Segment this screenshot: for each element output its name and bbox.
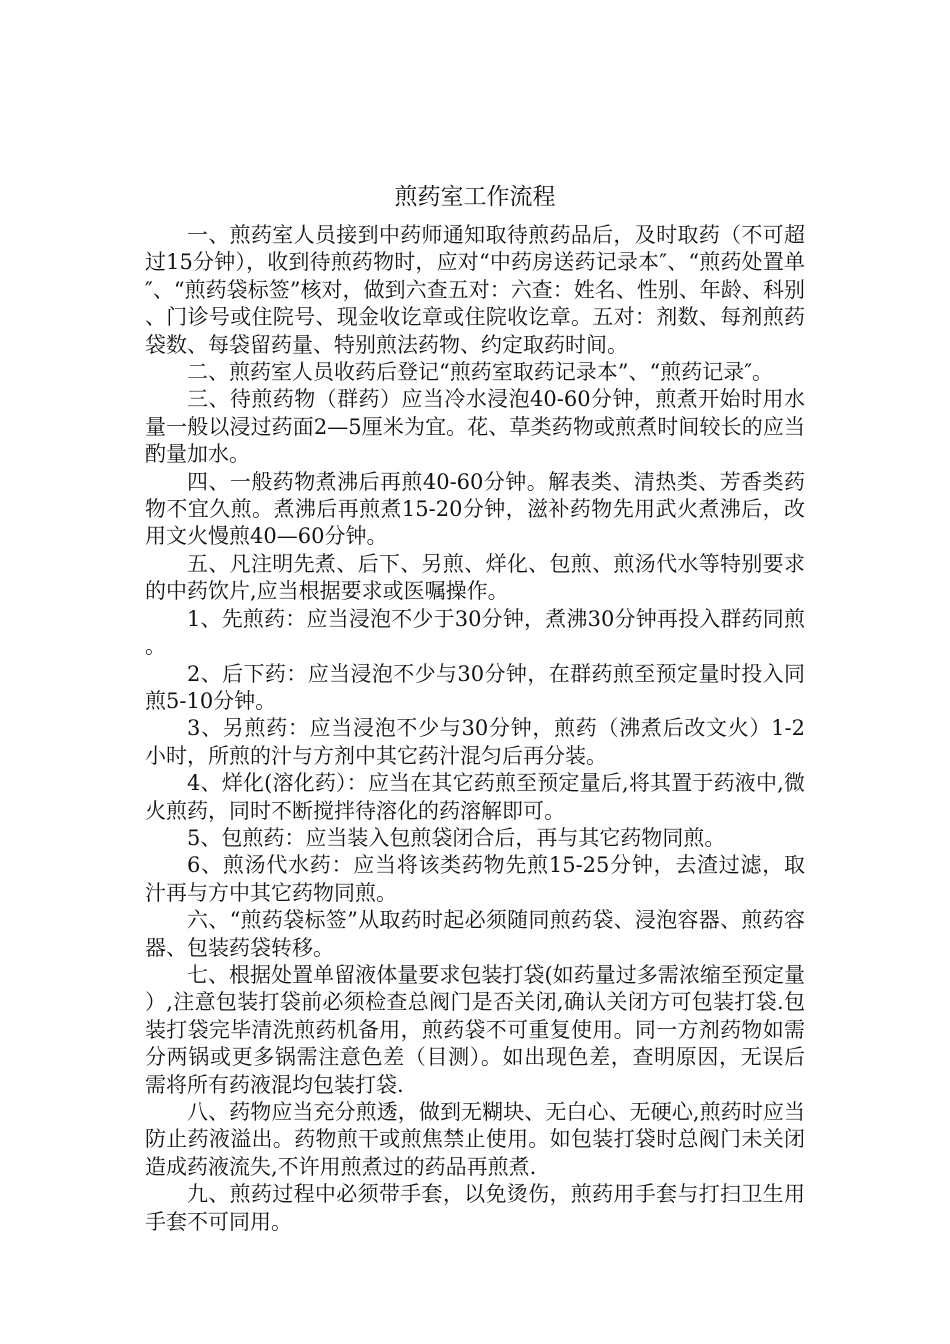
paragraph-5-1: 1、先煎药：应当浸泡不少于30分钟，煮沸30分钟再投入群药同煎。 — [145, 606, 805, 659]
paragraph-1: 一、煎药室人员接到中药师通知取待煎药品后，及时取药（不可超过15分钟），收到待煎药物时，应对“中药房送药记录本″、“煎药处置单″、“煎药袋标签”核对，做到六查五对：六查：姓名、性别、年龄、科别、门诊号或住院号、现金收讫章或住院收讫章。五对：剂数、每剂煎药袋数、每袋留药量、特别煎法药物、约定取药时间。 — [145, 223, 805, 357]
document-body — [145, 222, 805, 1236]
paragraph-5-3: 3、另煎药：应当浸泡不少与30分钟，煎药（沸煮后改文火）1-2小时，所煎的汁与方剂中其它药汁混匀后再分装。 — [145, 716, 805, 768]
paragraph-5-2: 2、后下药：应当浸泡不少与30分钟，在群药煎至预定量时投入同煎5-10分钟。 — [145, 661, 805, 713]
paragraph-4: 四、一般药物煮沸后再煎40-60分钟。解表类、清热类、芳香类药物不宜久煎。煮沸后再煎煮15-20分钟，滋补药物先用武火煮沸后，改用文火慢煎40—60分钟。 — [145, 469, 805, 549]
paragraph-5: 五、凡注明先煮、后下、另煎、烊化、包煎、煎汤代水等特别要求的中药饮片,应当根据要求或医嘱操作。 — [145, 551, 805, 604]
paragraph-7: 七、根据处置单留液体量要求包装打袋(如药量过多需浓缩至预定量）,注意包装打袋前必须检查总阀门是否关闭,确认关闭方可包装打袋.包装打袋完毕清洗煎药机备用，煎药袋不可重复使用。同一方剂药物如需分两锅或更多锅需注意色差（目测）。如出现色差，查明原因，无误后需将所有药液混均包装打袋. — [145, 962, 805, 1097]
paragraph-3: 三、待煎药物（群药）应当冷水浸泡40-60分钟，煎煮开始时用水量一般以浸过药面2—5厘米为宜。花、草类药物或煎煮时间较长的应当酌量加水。 — [145, 387, 805, 467]
document-title: 煎药室工作流程 — [394, 184, 556, 210]
paragraph-5-5: 5、包煎药：应当装入包煎袋闭合后，再与其它药物同煎。 — [187, 825, 726, 850]
paragraph-6: 六、“煎药袋标签”从取药时起必须随同煎药袋、浸泡容器、煎药容器、包装药袋转移。 — [145, 908, 805, 960]
paragraph-8: 八、药物应当充分煎透，做到无糊块、无白心、无硬心,煎药时应当防止药液溢出。药物煎干或煎焦禁止使用。如包装打袋时总阀门未关闭造成药液流失,不许用煎煮过的药品再煎煮. — [145, 1100, 805, 1179]
paragraph-5-6: 6、煎汤代水药：应当将该类药物先煎15-25分钟，去渣过滤，取汁再与方中其它药物同煎。 — [145, 853, 805, 905]
paragraph-9: 九、煎药过程中必须带手套，以免烫伤，煎药用手套与打扫卫生用手套不可同用。 — [145, 1182, 805, 1234]
paragraph-2: 二、煎药室人员收药后登记“煎药室取药记录本”、“煎药记录″。 — [187, 360, 774, 385]
paragraph-5-4: 4、烊化(溶化药）：应当在其它药煎至预定量后,将其置于药液中,微火煎药，同时不断搅拌待溶化的药溶解即可。 — [145, 771, 805, 823]
